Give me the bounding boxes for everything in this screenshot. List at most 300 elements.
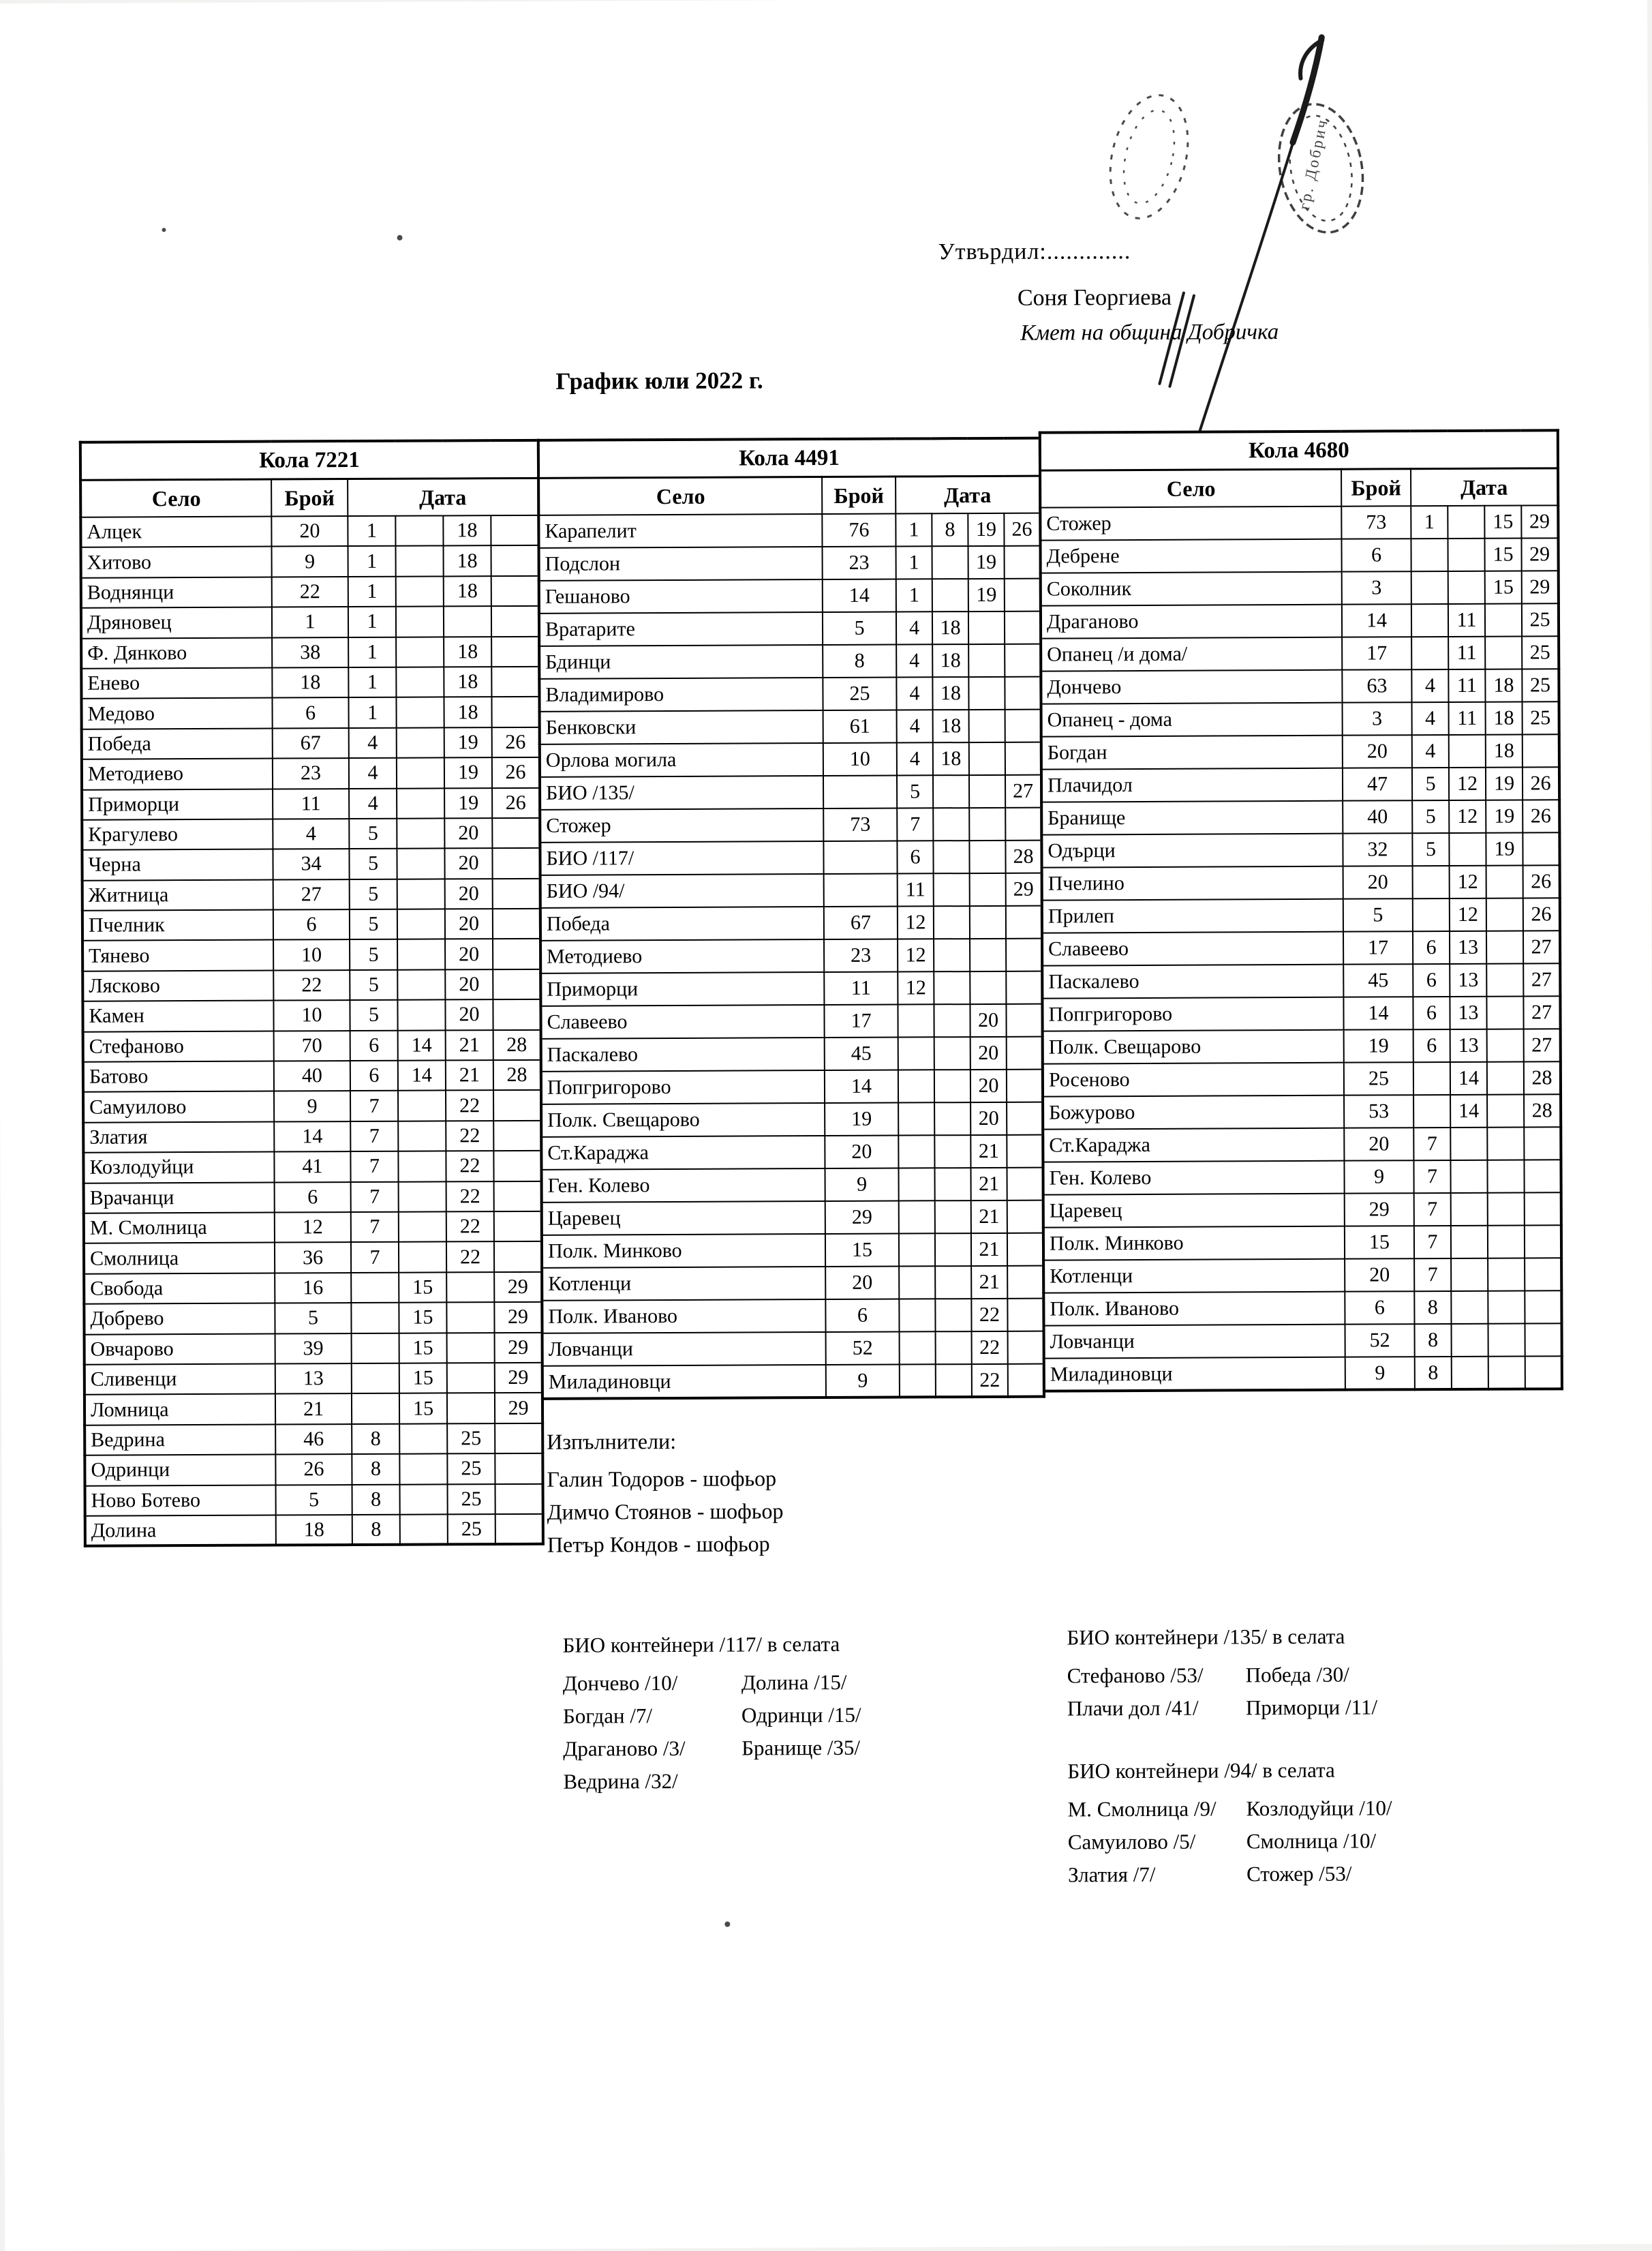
date-cell: 26	[1523, 767, 1559, 800]
village-cell: Пчелник	[82, 910, 273, 941]
count-cell: 10	[823, 743, 897, 776]
date-cell: 18	[444, 637, 491, 667]
table-row	[81, 697, 539, 729]
date-cell	[1005, 579, 1041, 611]
table-row	[1043, 1225, 1561, 1260]
village-cell: Опанец /и дома/	[1041, 637, 1342, 671]
village-cell: Бенковски	[540, 710, 823, 744]
date-cell: 25	[447, 1453, 495, 1484]
executors-heading: Изпълнители:	[547, 1428, 677, 1454]
count-cell: 19	[825, 1103, 898, 1136]
date-cell: 15	[399, 1393, 447, 1424]
table-row	[542, 1364, 1044, 1399]
date-cell	[1486, 997, 1523, 1029]
date-cell	[1450, 1160, 1487, 1193]
count-header: Брой	[271, 479, 348, 517]
table-row	[1043, 1160, 1561, 1194]
approver-name: Соня Георгиева	[1017, 284, 1172, 311]
date-cell	[934, 873, 970, 906]
date-cell: 20	[970, 1070, 1007, 1102]
date-cell: 19	[968, 546, 1005, 579]
date-cell	[396, 576, 444, 607]
date-cell: 7	[1413, 1128, 1450, 1160]
date-cell	[398, 1091, 446, 1121]
date-cell: 29	[1522, 571, 1559, 603]
count-cell: 40	[1343, 800, 1412, 833]
date-cell	[399, 1242, 446, 1273]
date-cell	[934, 1037, 970, 1070]
date-cell	[898, 1168, 934, 1200]
village-cell: Владимирово	[539, 678, 823, 712]
count-cell	[823, 776, 897, 809]
table-row	[542, 1299, 1043, 1333]
date-cell	[1525, 1290, 1561, 1323]
date-cell: 12	[1449, 800, 1486, 833]
date-cell	[898, 1037, 934, 1070]
date-cell	[1523, 832, 1559, 865]
date-cell: 4	[1411, 669, 1448, 702]
date-cell: 11	[1448, 604, 1485, 637]
count-cell: 53	[1344, 1095, 1413, 1128]
bio-village-item: Златия /7/	[1067, 1862, 1156, 1887]
date-cell: 25	[448, 1514, 495, 1545]
date-cell: 12	[1449, 768, 1486, 800]
date-cell: 8	[352, 1423, 399, 1454]
date-cell: 7	[897, 808, 933, 841]
village-cell: Стефаново	[83, 1031, 274, 1062]
table-row	[82, 969, 540, 1001]
count-cell: 14	[1342, 604, 1411, 637]
village-cell: Енево	[81, 667, 272, 699]
date-cell: 22	[446, 1181, 494, 1212]
village-cell: Методиево	[82, 759, 273, 790]
date-cell	[1524, 1160, 1561, 1192]
village-cell: Хитово	[81, 547, 272, 578]
table-row	[540, 939, 1042, 973]
village-cell: Котленци	[542, 1267, 825, 1301]
count-cell: 6	[1341, 539, 1411, 571]
date-cell	[396, 697, 444, 728]
village-cell: Паскалево	[1042, 965, 1343, 999]
date-cell	[351, 1303, 399, 1333]
date-cell: 20	[444, 818, 492, 849]
count-cell: 20	[1344, 1128, 1413, 1160]
village-cell: Пчелино	[1042, 866, 1343, 901]
bio-village-item: Долина /15/	[741, 1670, 847, 1695]
executor-item: Петър Кондов - шофьор	[547, 1531, 770, 1557]
date-cell	[446, 1302, 494, 1333]
date-cell: 28	[1524, 1094, 1561, 1127]
date-cell: 12	[898, 906, 934, 939]
village-cell: Долина	[85, 1515, 276, 1546]
date-cell: 19	[1486, 833, 1523, 866]
date-cell: 22	[446, 1242, 494, 1273]
date-cell	[1486, 866, 1523, 898]
bio-village-item: Одринци /15/	[741, 1702, 861, 1727]
count-header: Брой	[822, 477, 896, 514]
count-cell: 11	[824, 972, 898, 1005]
date-cell	[396, 546, 444, 577]
village-cell: Прилеп	[1042, 899, 1343, 933]
date-cell: 18	[1486, 735, 1523, 768]
village-cell: Опанец - дома	[1041, 703, 1343, 737]
count-cell: 5	[1343, 898, 1413, 931]
count-cell: 17	[1343, 931, 1413, 964]
village-cell: Орлова могила	[540, 743, 823, 777]
table-row	[1043, 1061, 1561, 1096]
table-row	[84, 1181, 542, 1213]
count-cell: 20	[825, 1136, 898, 1168]
count-cell: 70	[274, 1031, 350, 1061]
date-cell: 13	[1450, 931, 1486, 964]
date-cell: 15	[1485, 571, 1522, 604]
date-cell: 13	[1450, 964, 1486, 997]
date-cell	[1449, 735, 1486, 768]
count-cell: 16	[275, 1273, 351, 1303]
date-cell: 1	[896, 546, 932, 579]
count-cell: 3	[1342, 571, 1411, 604]
date-cell	[1413, 1062, 1450, 1095]
date-cell	[1451, 1258, 1488, 1291]
count-cell: 10	[273, 940, 350, 971]
table-row	[84, 1272, 542, 1304]
bio-section-heading: БИО контейнери /117/ в селата	[562, 1631, 840, 1657]
date-cell	[898, 1070, 934, 1102]
date-cell: 21	[970, 1135, 1007, 1168]
table-row	[81, 545, 539, 577]
date-cell: 5	[350, 909, 397, 940]
village-cell: Свобода	[84, 1273, 275, 1304]
village-cell: Крагулево	[82, 819, 273, 850]
date-cell: 21	[971, 1200, 1007, 1233]
village-cell: Ст.Караджа	[541, 1136, 825, 1170]
date-cell: 20	[444, 848, 492, 879]
village-cell: Котленци	[1043, 1259, 1345, 1293]
table-row	[85, 1393, 542, 1425]
count-cell: 21	[275, 1393, 352, 1424]
date-cell: 7	[1414, 1258, 1451, 1291]
village-cell: Славеево	[1042, 932, 1343, 966]
date-cell: 1	[348, 607, 396, 637]
count-cell: 3	[1343, 702, 1412, 735]
count-cell: 32	[1343, 833, 1412, 866]
date-cell: 26	[492, 757, 540, 788]
count-cell: 14	[1343, 997, 1413, 1029]
date-cell: 25	[1523, 701, 1559, 734]
table-row	[540, 742, 1041, 777]
date-cell	[935, 1266, 971, 1299]
date-cell	[400, 1484, 448, 1515]
date-cell	[968, 677, 1005, 710]
date-cell	[1488, 1258, 1525, 1291]
date-cell	[935, 1299, 971, 1331]
date-cell: 11	[1448, 669, 1485, 702]
table-row	[540, 971, 1042, 1006]
table-row	[1041, 767, 1559, 802]
date-cell: 29	[1521, 505, 1558, 538]
date-cell	[1451, 1226, 1488, 1258]
date-cell	[495, 1423, 542, 1454]
date-cell	[933, 775, 969, 808]
table-row	[1041, 571, 1559, 605]
date-cell: 18	[932, 677, 968, 710]
date-cell	[1411, 604, 1448, 637]
count-cell: 9	[1344, 1160, 1413, 1193]
count-cell: 39	[275, 1333, 352, 1364]
table-row	[540, 873, 1042, 908]
date-cell: 1	[348, 667, 396, 698]
date-cell	[1005, 644, 1041, 677]
date-cell: 25	[448, 1484, 495, 1515]
table-row	[81, 636, 539, 668]
date-cell	[1005, 677, 1041, 710]
count-cell: 9	[826, 1365, 900, 1398]
date-cell: 11	[1448, 637, 1485, 669]
date-cell: 27	[1524, 1029, 1561, 1061]
date-cell	[493, 1151, 541, 1181]
date-cell	[1006, 1004, 1042, 1037]
date-cell: 19	[1486, 800, 1523, 833]
table-row	[81, 576, 539, 608]
date-cell	[1487, 1029, 1524, 1062]
count-cell: 22	[273, 970, 350, 1001]
date-cell	[968, 644, 1005, 677]
date-cell	[491, 667, 539, 697]
table-row	[80, 515, 538, 547]
date-cell: 22	[972, 1364, 1008, 1397]
date-cell	[1452, 1357, 1488, 1389]
count-cell: 73	[823, 809, 897, 841]
date-header: Дата	[1411, 468, 1558, 506]
count-cell: 11	[273, 789, 349, 819]
count-cell: 29	[1345, 1193, 1414, 1226]
date-cell: 21	[971, 1266, 1007, 1299]
table-row	[1044, 1356, 1562, 1391]
date-cell: 8	[1415, 1357, 1452, 1389]
date-cell: 20	[970, 1004, 1006, 1037]
table-row	[539, 546, 1041, 581]
date-cell: 6	[350, 1061, 398, 1091]
date-cell: 18	[932, 611, 968, 644]
date-cell: 26	[1523, 898, 1560, 931]
village-cell: Соколник	[1041, 572, 1342, 606]
table-row	[83, 1151, 541, 1183]
executors-list	[547, 1462, 783, 1561]
village-cell: Ломница	[85, 1394, 275, 1425]
stamp-text: гр. Добрич	[1295, 116, 1332, 211]
table-row	[1041, 701, 1559, 736]
village-cell: Дончево	[1041, 670, 1342, 704]
date-header: Дата	[896, 476, 1040, 513]
date-cell	[1413, 1095, 1450, 1128]
date-cell: 12	[1450, 898, 1486, 931]
village-cell: Царевец	[542, 1201, 825, 1235]
table-row	[1043, 1094, 1561, 1129]
village-cell: Подслон	[539, 547, 823, 581]
village-cell: Стожер	[540, 809, 823, 843]
date-cell: 29	[495, 1363, 542, 1393]
date-cell	[396, 667, 444, 697]
date-cell: 1	[348, 637, 396, 667]
bio-column	[563, 1667, 742, 1798]
village-cell: Дебрене	[1040, 539, 1341, 573]
date-cell: 5	[897, 775, 933, 808]
table-row	[82, 787, 540, 819]
date-cell	[899, 1299, 935, 1331]
date-cell: 21	[971, 1233, 1007, 1266]
date-cell	[936, 1364, 972, 1397]
bio-village-item: Козлодуйци /10/	[1246, 1796, 1392, 1821]
date-cell: 18	[933, 742, 969, 775]
date-cell: 19	[968, 513, 1004, 546]
car-title: Кола 4491	[538, 438, 1040, 479]
bio-village-item: Богдан /7/	[562, 1704, 653, 1728]
date-cell: 19	[444, 788, 492, 819]
date-cell: 4	[896, 677, 932, 710]
date-cell: 21	[446, 1030, 493, 1061]
date-cell: 20	[445, 999, 493, 1030]
village-cell: Бранище	[1041, 801, 1343, 835]
date-cell	[397, 909, 445, 940]
date-cell	[933, 808, 969, 841]
car-title: Кола 4680	[1040, 430, 1558, 470]
date-cell: 28	[493, 1029, 541, 1060]
count-cell: 20	[1343, 735, 1412, 768]
date-cell	[934, 1070, 970, 1102]
date-cell	[494, 1241, 542, 1272]
date-cell: 18	[444, 576, 491, 607]
count-cell: 19	[1344, 1029, 1413, 1062]
village-cell: Вратарите	[539, 612, 823, 646]
date-cell	[899, 1200, 935, 1233]
date-cell	[492, 848, 540, 879]
date-cell	[447, 1363, 495, 1393]
bio-section-heading: БИО контейнери /94/ в селата	[1067, 1757, 1335, 1783]
count-cell: 63	[1342, 669, 1411, 702]
count-cell: 18	[276, 1515, 352, 1545]
bio-column	[1067, 1792, 1246, 1891]
bio-village-item: Дончево /10/	[562, 1670, 678, 1695]
date-cell	[1007, 1299, 1043, 1331]
table-row	[1042, 931, 1560, 965]
date-cell	[935, 1233, 971, 1266]
date-cell	[1411, 539, 1448, 571]
bio-section	[562, 1629, 861, 1798]
date-cell	[932, 546, 968, 579]
date-cell: 18	[444, 546, 491, 577]
table-row	[1043, 1127, 1561, 1162]
date-cell: 5	[350, 970, 397, 1001]
table-row	[1043, 1029, 1561, 1063]
count-cell: 23	[273, 758, 349, 789]
date-cell	[398, 1151, 446, 1182]
date-cell: 19	[968, 579, 1005, 611]
date-cell	[969, 808, 1005, 841]
date-cell: 14	[398, 1060, 446, 1091]
date-cell	[1007, 1037, 1043, 1070]
date-cell	[400, 1514, 448, 1545]
date-cell	[491, 697, 539, 727]
date-cell	[491, 606, 539, 637]
table-row	[542, 1200, 1043, 1235]
count-cell: 20	[271, 516, 348, 547]
schedule-table	[1039, 429, 1563, 1392]
date-cell	[934, 906, 970, 939]
table-row	[84, 1241, 542, 1273]
date-cell: 25	[1522, 603, 1559, 636]
date-cell	[444, 606, 491, 637]
village-cell: Ген. Колево	[542, 1168, 825, 1203]
count-cell: 14	[825, 1070, 898, 1103]
date-cell	[1485, 604, 1522, 637]
date-cell: 22	[446, 1211, 494, 1242]
village-cell: Стожер	[1040, 507, 1341, 541]
count-cell: 6	[273, 909, 350, 940]
date-cell	[1486, 931, 1523, 964]
count-cell: 9	[274, 1091, 350, 1121]
date-cell: 12	[898, 971, 934, 1004]
date-cell: 26	[492, 787, 540, 818]
village-cell: Полк. Минково	[1043, 1226, 1345, 1260]
date-cell: 7	[1414, 1226, 1451, 1258]
date-cell	[1488, 1324, 1525, 1357]
village-cell: Батово	[83, 1061, 274, 1093]
village-cell: М. Смолница	[84, 1213, 275, 1244]
village-cell: Плачидол	[1041, 768, 1343, 802]
table-row	[1040, 505, 1558, 540]
count-cell: 9	[272, 546, 348, 577]
table-row	[542, 1168, 1043, 1203]
date-cell	[934, 1004, 970, 1037]
date-cell	[1488, 1291, 1525, 1324]
count-cell: 25	[823, 678, 896, 710]
count-cell: 8	[823, 645, 896, 678]
village-cell: Приморци	[540, 972, 824, 1006]
date-cell	[1007, 1102, 1043, 1135]
count-cell: 45	[825, 1038, 898, 1070]
village-cell: Попгригорово	[541, 1070, 825, 1104]
count-cell: 34	[273, 849, 349, 879]
table-row	[542, 1331, 1044, 1366]
date-cell	[900, 1331, 936, 1364]
count-cell: 17	[824, 1005, 898, 1038]
date-cell: 15	[399, 1363, 447, 1393]
table-row	[82, 757, 540, 789]
date-cell	[352, 1333, 399, 1363]
date-cell: 13	[1450, 997, 1486, 1029]
date-cell: 19	[444, 727, 492, 758]
date-cell	[969, 710, 1005, 742]
village-cell: Ф. Дянково	[81, 637, 272, 669]
village-cell: Тянево	[82, 940, 273, 971]
date-cell	[970, 906, 1006, 939]
date-cell: 6	[1413, 931, 1450, 964]
date-cell	[1488, 1357, 1525, 1389]
date-cell	[936, 1331, 972, 1364]
count-cell: 67	[824, 907, 898, 939]
table-row	[82, 818, 540, 850]
count-cell: 1	[272, 607, 348, 637]
table-row	[83, 1090, 541, 1122]
date-cell: 25	[447, 1423, 495, 1454]
date-cell	[1411, 637, 1448, 669]
table-row	[540, 906, 1042, 941]
date-cell: 14	[1450, 1062, 1487, 1095]
date-cell	[898, 1102, 934, 1135]
date-cell	[495, 1514, 543, 1545]
date-cell: 18	[932, 644, 968, 677]
village-cell: Смолница	[84, 1243, 275, 1274]
